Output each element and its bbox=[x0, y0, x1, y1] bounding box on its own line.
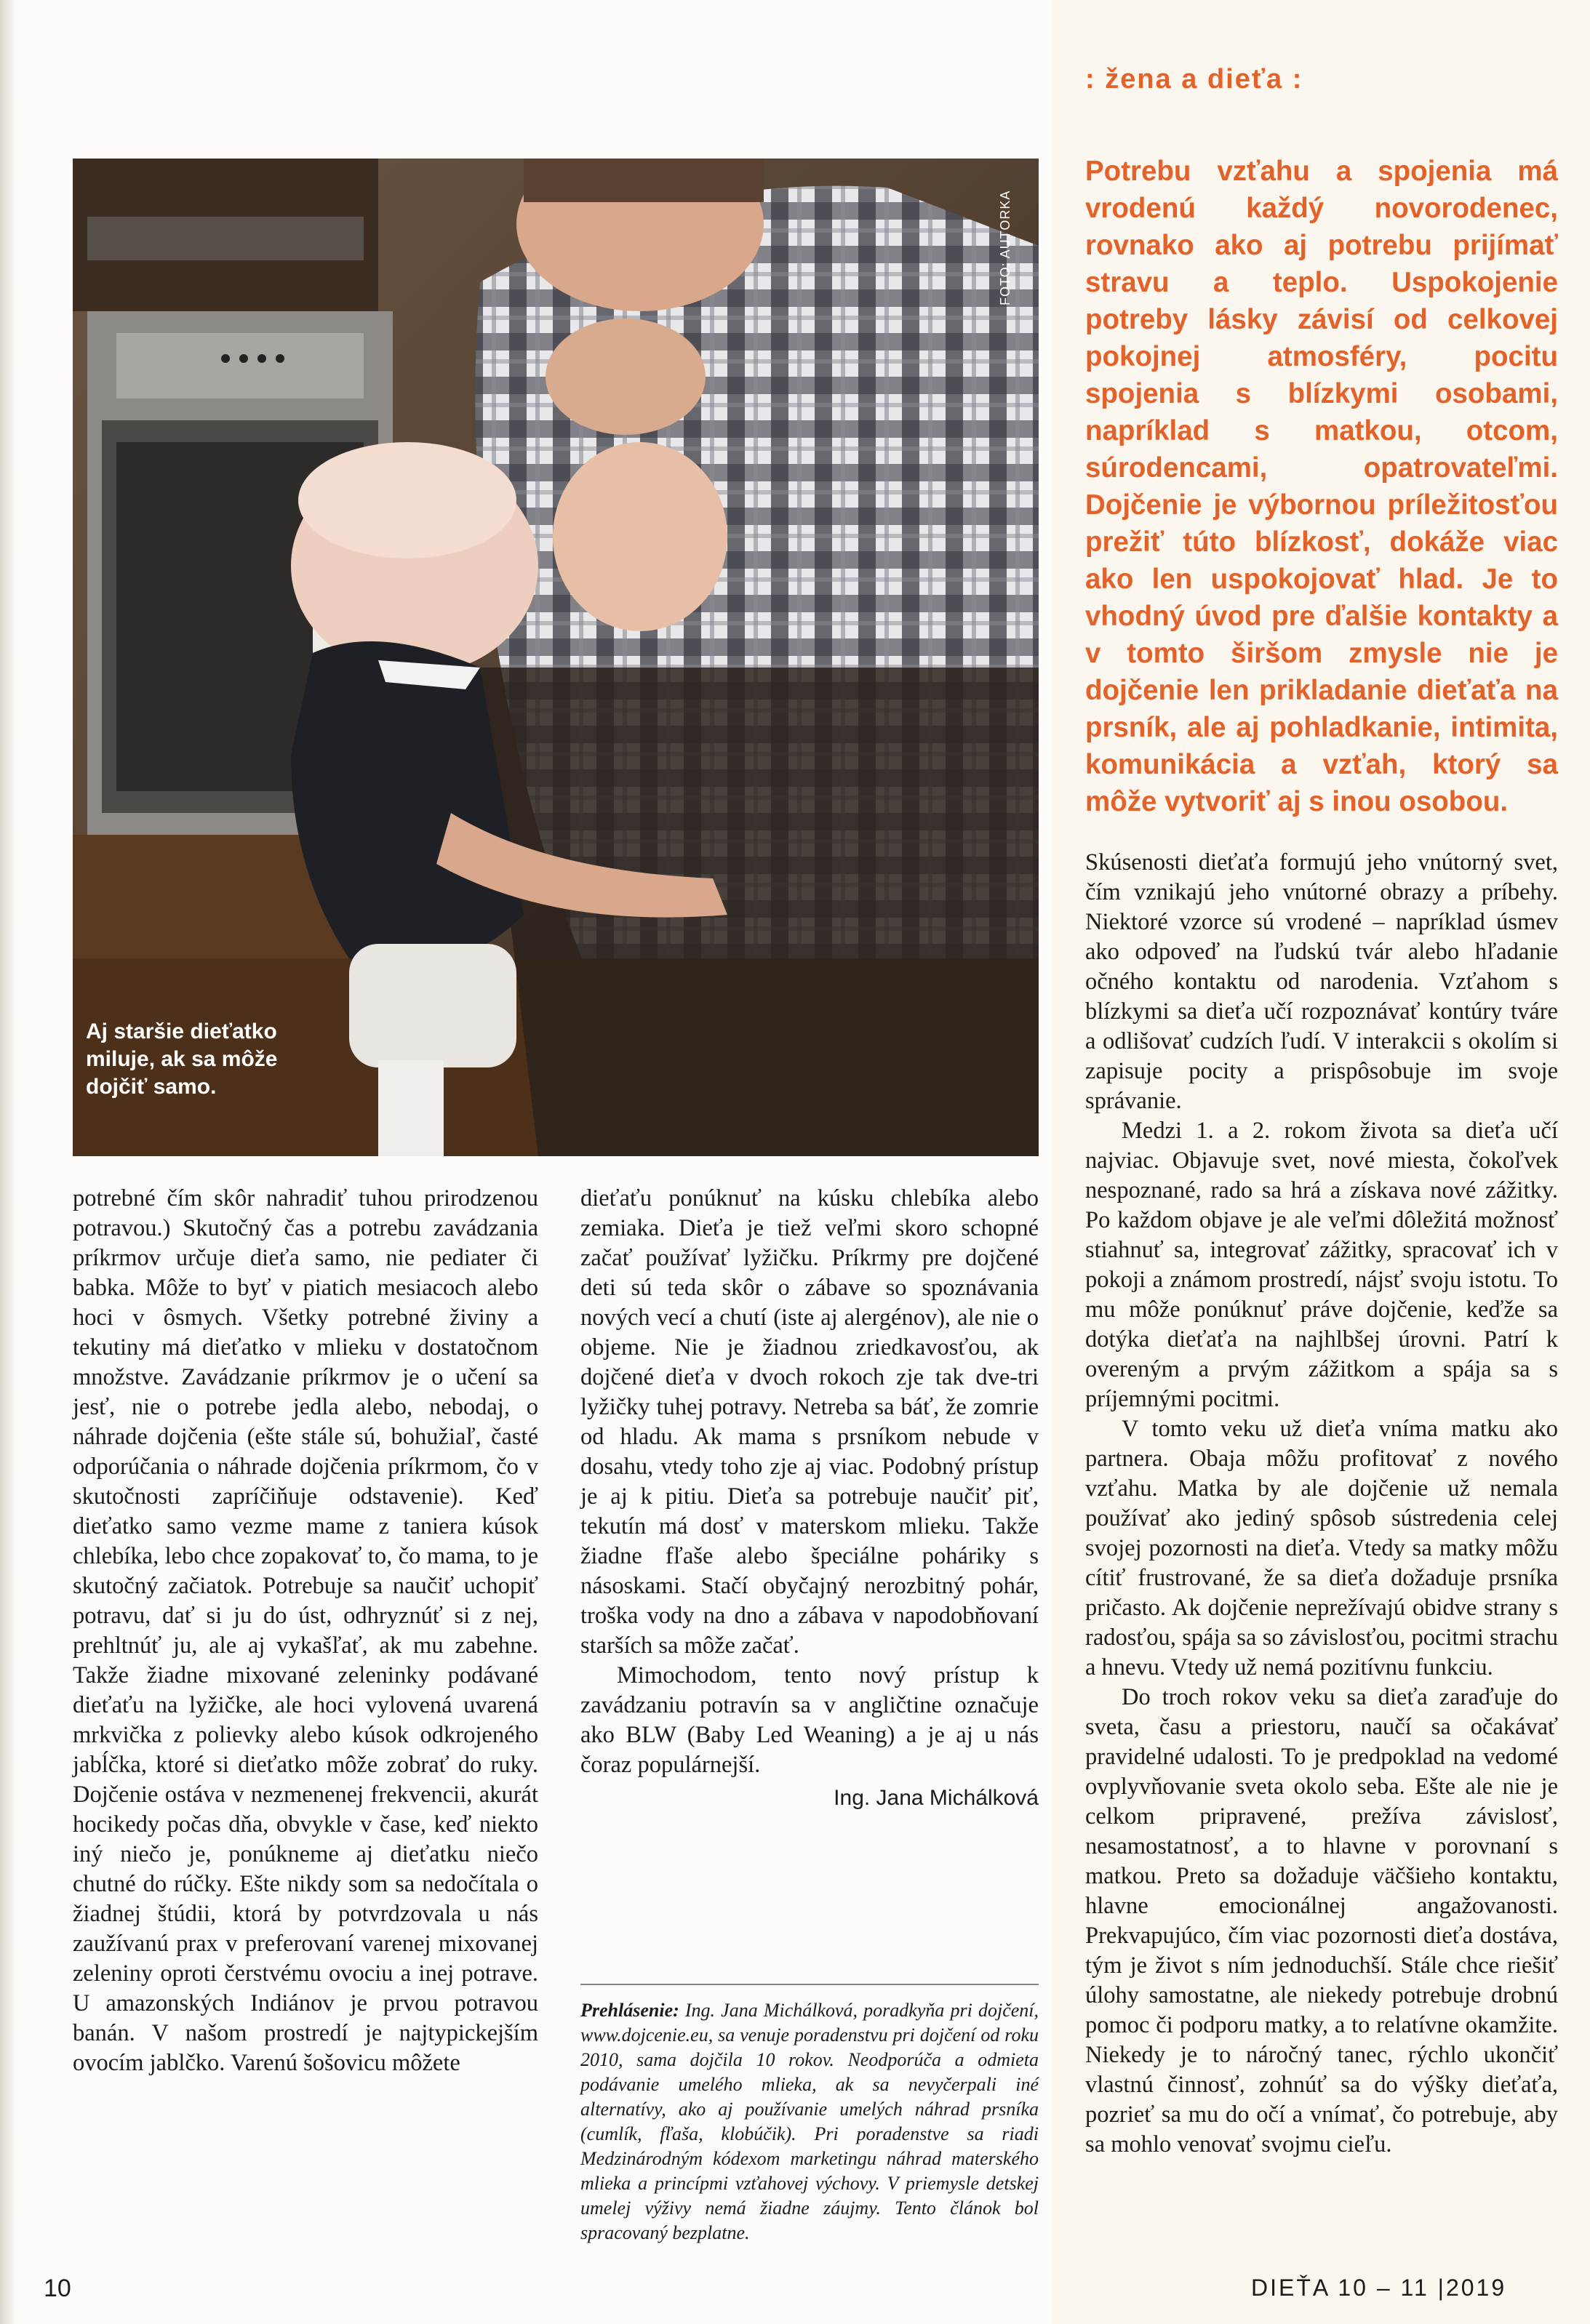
paragraph: Do troch rokov veku sa dieťa zaraďuje do sveta, času a priestoru, naučí sa očakávať pravidelné udalosti. To je predpoklad na vedomé ovplyvňovanie sveta okolo seba. Ešte ale nie je celkom pripravené, prežíva závislosť, nesamostatnosť, a to hlavne v porovnaní s matkou. Preto sa dožaduje väčšieho kontaktu, hlavne emocionálnej angažovanosti. Prekvapujúco, čím viac pozornosti dieťa dostáva, tým je život s ním jednoduchší. Stále chce riešiť úlohy samostatne, ale niekedy potrebuje drobnú pomoc či podporu matky, a to relatívne okamžite. Niekedy je to náročný tanec, rýchlo ukončiť vlastnú činnosť, zohnúť sa do výšky dieťaťa, pozrieť sa mu do očí a vnímať, čo potrebuje, aby sa mohlo venovať svojmu cieľu. bbox=[1085, 1684, 1558, 2157]
photo-illustration bbox=[73, 159, 1039, 1156]
photo-credit: FOTO: AUTORKA bbox=[998, 190, 1012, 305]
paragraph: potrebné čím skôr nahradiť tuhou prirodzenou potravou.) Skutočný čas a potrebu zavádzania príkrmov určuje dieťa samo, nie pediater či babka. Môže to byť v piatich mesiacoch alebo hoci v ôsmych. Všetky potrebné živiny a tekutiny má dieťatko v mlieku v dostatočnom množstve. Zavádzanie príkrmov je o učení sa jesť, nie o potrebe jedla alebo, nebodaj, o náhrade dojčenia (ešte stále sú, bohužiaľ, časté odporúčania o náhrade dojčenia príkrmom, čo v skutočnosti zapríčiňuje odstavenie). Keď dieťatko samo vezme mame z taniera kúsok chlebíka, lebo chce zopakovať to, čo mama, to je skutočný začiatok. Potrebuje sa naučiť uchopiť potravu, dať si ju do úst, odhryznúť si z nej, prehltnúť ju, ale aj vykašľať, ak mu zabehne. Takže žiadne mixované zeleninky podávané dieťaťu na lyžičke, ale hoci vylovená uvarená mrkvička z polievky alebo kúsok odkrojeného jabĺčka, ktoré si dieťatko môže zobrať do ruky. Dojčenie ostáva v nezmenenej frekvencii, akurát hocikedy počas dňa, obvykle v čase, keď niekto iný niečo je, ponúkneme aj dieťatku niečo chutné do rúčky. Ešte nikdy som sa nedočítala o žiadnej štúdii, ktorá by potvrdzovala u nás zaužívanú prax v preferovaní varenej mixovanej zeleniny oproti čerstvému ovociu a inej potrave. U amazonských Indiánov je prvou potravou banán. V našom prostredí je najtypickejším ovocím jablčko. Varenú šošovicu môžete bbox=[73, 1185, 538, 2076]
disclaimer bbox=[580, 1998, 1039, 2245]
disclaimer-text: Ing. Jana Michálková, poradkyňa pri dojčení, www.dojcenie.eu, sa venuje poradenstvu pri dojčení od roku 2010, sama dojčila 10 rokov. Neodporúča a odmieta podávanie umelého mlieka, ak sa nevyčerpali iné alternatívy, ako aj používanie umelých náhrad prsníka (cumlík, fľaša, klobúčik). Pri poradenstve sa riadi Medzinárodným kódexom marketingu náhrad materského mlieka a princípmi vzťahovej výchovy. V priemysle detskej umelej výživy nemá žiadne záujmy. Tento článok bol spracovaný bezplatne. bbox=[580, 2000, 1039, 2243]
paragraph: V tomto veku už dieťa vníma matku ako partnera. Obaja môžu profitovať z nového vzťahu. Matka by ale dojčenie už nemala používať ako jediný spôsob sústredenia celej svojej pozornosti na dieťa. Vtedy sa matky môžu cítiť frustrované, že sa dieťa dožaduje prsníka pričasto. Ak dojčenie neprežívajú obidve strany s radosťou, spája sa so závislosťou, pocitmi strachu a hnevu. Vtedy už nemá pozitívnu funkciu. bbox=[1085, 1416, 1558, 1680]
page-number: 10 bbox=[44, 2275, 71, 2302]
article-column-right bbox=[1085, 848, 1558, 2160]
article-photo bbox=[73, 159, 1039, 1156]
author-byline: Ing. Jana Michálková bbox=[834, 1786, 1039, 1810]
article-column-left bbox=[73, 1184, 538, 2078]
paragraph: Mimochodom, tento nový prístup k zavádzaniu potravín sa v angličtine označuje ako BLW (Baby Led Weaning) a je aj u nás čoraz populárnejší. bbox=[580, 1662, 1039, 1778]
disclaimer-label: Prehlásenie: bbox=[580, 2000, 679, 2021]
paragraph: Medzi 1. a 2. rokom života sa dieťa učí najviac. Objavuje svet, nové miesta, čokoľvek nespoznané, rado sa hrá a získava nové zážitky. Po každom objave je ale veľmi dôležitá možnosť stiahnuť sa, integrovať zážitky, spracovať ich v pokoji a známom prostredí, nájsť svoju istotu. To mu môže ponúknuť práve dojčenie, keďže sa dotýka dieťaťa na najhlbšej úrovni. Patrí k overeným a prvým zážitkom a spája sa s príjemnými pocitmi. bbox=[1085, 1118, 1558, 1412]
page-gutter-shadow bbox=[0, 0, 16, 2324]
paragraph: Skúsenosti dieťaťa formujú jeho vnútorný svet, čím vznikajú jeho vnútorné obrazy a príbehy. Niektoré vzorce sú vrodené – napríklad úsmev ako odpoveď na ľudskú tvár alebo hľadanie očného kontaktu od narodenia. Vzťahom s blízkymi sa dieťa učí rozpoznávať kontúry tváre a odlišovať cudzích ľudí. V interakcii s okolím si zapisuje pocity a prispôsobuje im svoje správanie. bbox=[1085, 849, 1558, 1114]
magazine-issue: DIEŤA 10 – 11 |2019 bbox=[1251, 2275, 1507, 2301]
pull-quote: Potrebu vzťahu a spojenia má vrodenú každý novorodenec, rovnako ako aj potrebu prijímať stravu a teplo. Uspokojenie potreby lásky závisí od celkovej pokojnej atmosféry, pocitu spojenia s blízkymi osobami, napríklad s matkou, otcom, súrodencami, opatrovateľmi. Dojčenie je výbornou príležitosťou prežiť túto blízkosť, dokáže viac ako len uspokojovať hlad. Je to vhodný úvod pre ďalšie kontakty a v tomto širšom zmysle nie je dojčenie len prikladanie dieťaťa na prsník, ale aj pohladkanie, intimita, komunikácia a vzťah, ktorý sa môže vytvoriť aj s inou osobou. bbox=[1085, 156, 1558, 817]
section-tag: : žena a dieťa : bbox=[1085, 64, 1303, 95]
disclaimer-divider bbox=[580, 1984, 1039, 1985]
paragraph: dieťaťu ponúknuť na kúsku chlebíka alebo zemiaka. Dieťa je tiež veľmi skoro schopné začať používať lyžičku. Príkrmy pre dojčené deti sú teda skôr o zábave so spoznávania nových vecí a chutí (iste aj alergénov), ale nie o objeme. Nie je žiadnou zriedkavosťou, ak dojčené dieťa v dvoch rokoch zje tak dve-tri lyžičky tuhej potravy. Netreba sa báť, že zomrie od hladu. Ak mama s prsníkom nebude v dosahu, vtedy toho zje aj viac. Podobný prístup je aj k pitiu. Dieťa sa potrebuje naučiť piť, tekutín má dosť v materskom mlieku. Takže žiadne fľaše alebo špeciálne poháriky s násoskami. Stačí obyčajný nerozbitný pohár, troška vody na dno a zábava v napodobňovaní starších sa môže začať. bbox=[580, 1185, 1039, 1659]
photo-caption: Aj staršie dieťatko miluje, ak sa môže dojčiť samo. bbox=[86, 1019, 278, 1099]
article-column-middle bbox=[580, 1184, 1039, 1813]
